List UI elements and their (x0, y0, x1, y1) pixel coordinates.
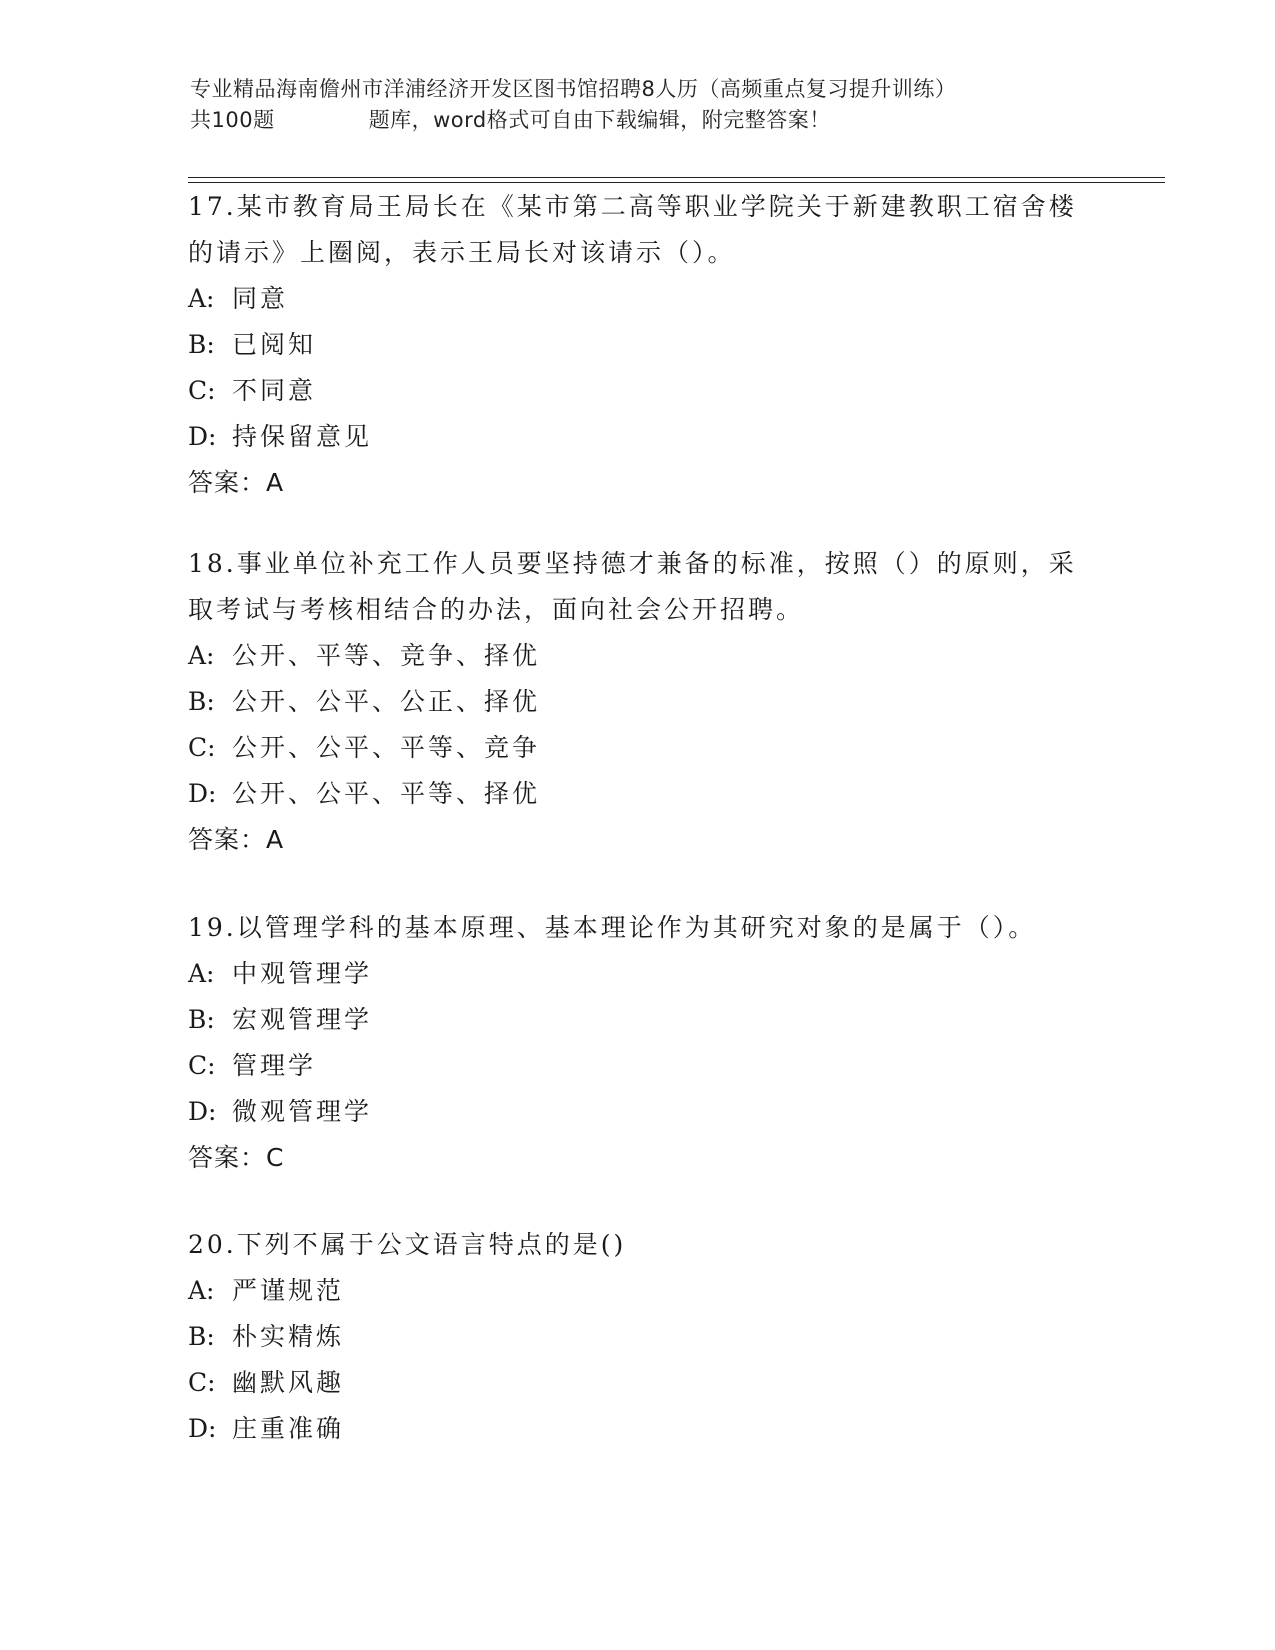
option-text: 宏观管理学 (232, 1005, 373, 1034)
option-b (188, 997, 1088, 1043)
option-text: 持保留意见 (232, 422, 373, 451)
option-text: 公开、公平、平等、竞争 (232, 733, 541, 762)
option-key: C: (188, 1051, 216, 1080)
question-stem: 20.下列不属于公文语言特点的是() (188, 1230, 627, 1259)
option-d (188, 771, 1088, 817)
question-stem: 17.某市教育局王局长在《某市第二高等职业学院关于新建教职工宿舍楼的请示》上圈阅，表示王局长对该请示（）。 (188, 192, 1077, 267)
answer-line: 答案：A (188, 468, 285, 497)
option-key: B: (188, 1322, 215, 1351)
option-b (188, 322, 1088, 368)
option-b (188, 679, 1088, 725)
option-key: A: (188, 1276, 215, 1305)
option-key: D: (188, 422, 217, 451)
option-text: 公开、公平、公正、择优 (232, 687, 541, 716)
option-key: C: (188, 1368, 216, 1397)
question-stem: 19.以管理学科的基本原理、基本理论作为其研究对象的是属于（）。 (188, 913, 1037, 942)
option-text: 管理学 (232, 1051, 317, 1080)
document-header (190, 74, 1090, 136)
option-a (188, 633, 1088, 679)
option-text: 严谨规范 (232, 1276, 345, 1305)
option-key: A: (188, 284, 215, 313)
question-18 (188, 541, 1088, 863)
option-c (188, 725, 1088, 771)
option-a (188, 1268, 1088, 1314)
option-d (188, 1406, 1088, 1452)
answer-line: 答案：A (188, 825, 285, 854)
header-subtitle-line (190, 105, 1090, 136)
option-text: 公开、公平、平等、择优 (232, 779, 541, 808)
header-divider-top (188, 177, 1165, 178)
option-text: 同意 (232, 284, 289, 313)
option-text: 不同意 (232, 376, 317, 405)
option-text: 中观管理学 (232, 959, 373, 988)
option-key: C: (188, 376, 216, 405)
option-c (188, 1043, 1088, 1089)
header-title-line: 专业精品海南儋州市洋浦经济开发区图书馆招聘8人历（高频重点复习提升训练） (190, 77, 957, 101)
option-key: A: (188, 641, 215, 670)
option-text: 朴实精炼 (232, 1322, 345, 1351)
option-text: 微观管理学 (232, 1097, 373, 1126)
question-19 (188, 905, 1088, 1181)
header-divider-bottom (188, 182, 1165, 183)
option-a (188, 276, 1088, 322)
option-key: B: (188, 330, 215, 359)
option-text: 公开、平等、竞争、择优 (232, 641, 541, 670)
header-count: 共100题 (190, 108, 275, 132)
option-key: B: (188, 687, 215, 716)
option-key: B: (188, 1005, 215, 1034)
option-key: D: (188, 779, 217, 808)
option-text: 已阅知 (232, 330, 317, 359)
question-stem: 18.事业单位补充工作人员要坚持德才兼备的标准，按照（）的原则，采取考试与考核相结合的办法，面向社会公开招聘。 (188, 549, 1077, 624)
option-d (188, 414, 1088, 460)
option-key: C: (188, 733, 216, 762)
question-20 (188, 1222, 1088, 1452)
option-b (188, 1314, 1088, 1360)
option-text: 庄重准确 (232, 1414, 345, 1443)
option-a (188, 951, 1088, 997)
option-c (188, 368, 1088, 414)
header-description: 题库，word格式可自由下载编辑，附完整答案！ (368, 108, 831, 132)
answer-line: 答案：C (188, 1143, 285, 1172)
option-key: D: (188, 1414, 217, 1443)
option-c (188, 1360, 1088, 1406)
option-text: 幽默风趣 (232, 1368, 345, 1397)
option-key: D: (188, 1097, 217, 1126)
option-key: A: (188, 959, 215, 988)
question-17 (188, 184, 1088, 506)
option-d (188, 1089, 1088, 1135)
